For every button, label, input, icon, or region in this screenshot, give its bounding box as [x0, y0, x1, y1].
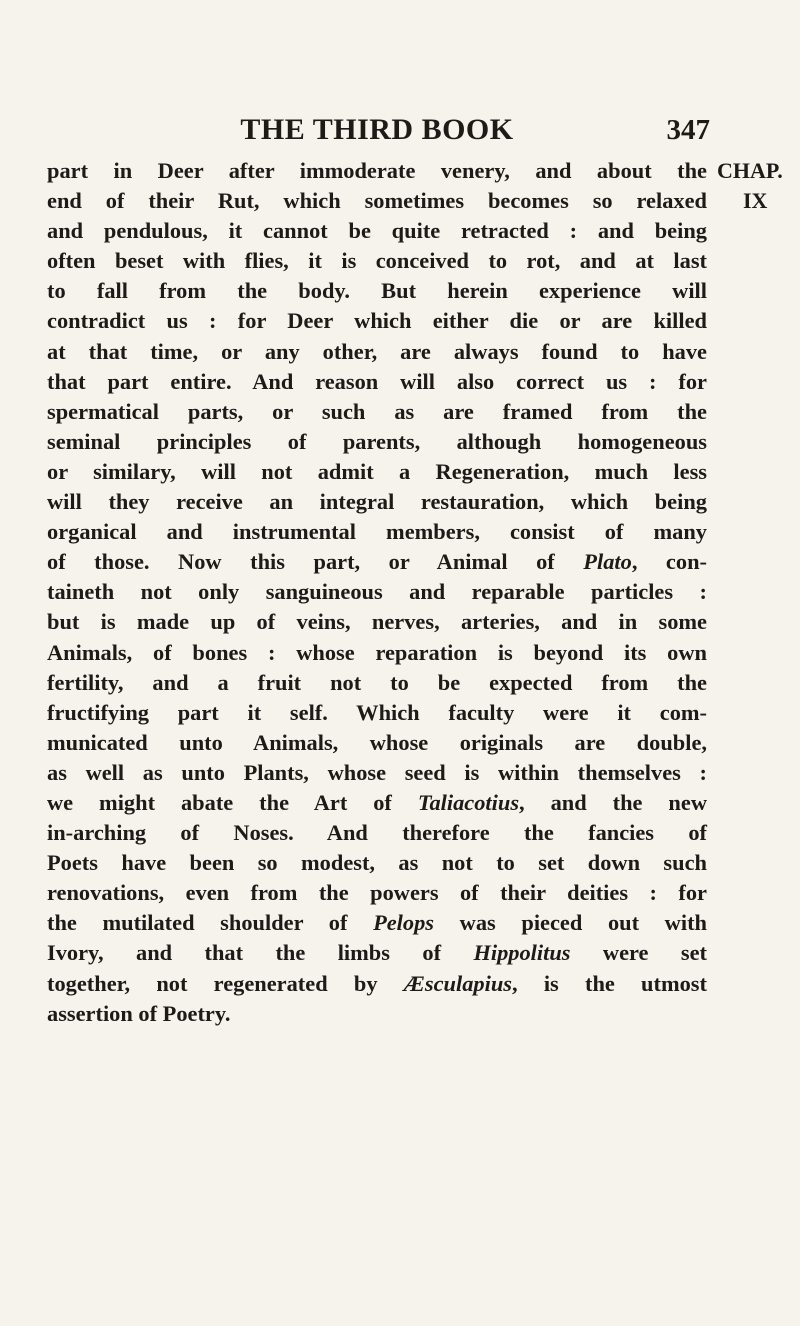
text-line: [47, 788, 707, 818]
italic-name: Pelops: [373, 910, 435, 936]
text-segment: of those. Now this part, or Animal of: [47, 549, 555, 575]
text-line: to fall from the body. But herein experience will: [47, 278, 707, 304]
text-line: will they receive an integral restauration, which being: [47, 489, 707, 515]
text-line: contradict us : for Deer which either die or are killed: [47, 308, 707, 334]
text-segment: Ivory, and that the limbs of: [47, 940, 442, 966]
text-line: as well as unto Plants, whose seed is within themselves :: [47, 759, 707, 785]
text-line: part in Deer after immoderate venery, and about the: [47, 158, 707, 183]
italic-name: Hippolitus: [473, 940, 571, 966]
text-line: and pendulous, it cannot be quite retracted : and being: [47, 218, 707, 244]
text-segment: , con-: [631, 549, 707, 575]
chapter-number: IX: [743, 188, 768, 214]
text-line: renovations, even from the powers of their deities : for: [47, 880, 707, 906]
text-line: often beset with flies, it is conceived to rot, and at last: [47, 248, 707, 274]
italic-name: Æsculapius: [403, 970, 512, 996]
text-segment: was pieced out with: [434, 910, 707, 936]
body-text: [47, 156, 707, 1029]
text-line: [47, 547, 707, 577]
running-title: THE THIRD BOOK: [240, 113, 514, 146]
text-line: at that time, or any other, are always found to have: [47, 338, 707, 364]
text-line: municated unto Animals, whose originals are double,: [47, 729, 707, 755]
text-line: [47, 938, 707, 968]
text-line: Animals, of bones : whose reparation is beyond its own: [47, 639, 707, 665]
text-segment: were set: [570, 940, 707, 966]
text-line: spermatical parts, or such as are framed from the: [47, 398, 707, 424]
text-line: fertility, and a fruit not to be expected from the: [47, 669, 707, 695]
text-line: [47, 969, 707, 999]
text-line: that part entire. And reason will also correct us : for: [47, 368, 707, 394]
text-line: end of their Rut, which sometimes becomes so relaxed: [47, 188, 707, 214]
chapter-label: CHAP.: [717, 158, 783, 183]
text-line: [47, 908, 707, 938]
text-line: taineth not only sanguineous and reparable particles :: [47, 579, 707, 605]
text-line: but is made up of veins, nerves, arteries, and in some: [47, 609, 707, 635]
text-line: assertion of Poetry.: [47, 1000, 231, 1026]
text-line: Poets have been so modest, as not to set down such: [47, 850, 707, 876]
text-segment: the mutilated shoulder of: [47, 910, 348, 936]
text-line: in-arching of Noses. And therefore the fancies of: [47, 820, 707, 846]
text-line: organical and instrumental members, consist of many: [47, 519, 707, 545]
text-line: or similary, will not admit a Regeneration, much less: [47, 458, 707, 484]
running-head: [47, 112, 710, 148]
italic-name: Plato: [583, 549, 632, 575]
text-line: fructifying part it self. Which faculty were it com-: [47, 699, 707, 725]
text-segment: , and the new: [519, 789, 707, 815]
text-segment: together, not regenerated by: [47, 970, 378, 996]
text-segment: we might abate the Art of: [47, 789, 392, 815]
chapter-margin-note: [717, 156, 797, 216]
italic-name: Taliacotius: [417, 789, 520, 815]
text-line: seminal principles of parents, although homogeneous: [47, 428, 707, 454]
page-number: 347: [666, 114, 710, 146]
text-segment: , is the utmost: [512, 970, 707, 996]
